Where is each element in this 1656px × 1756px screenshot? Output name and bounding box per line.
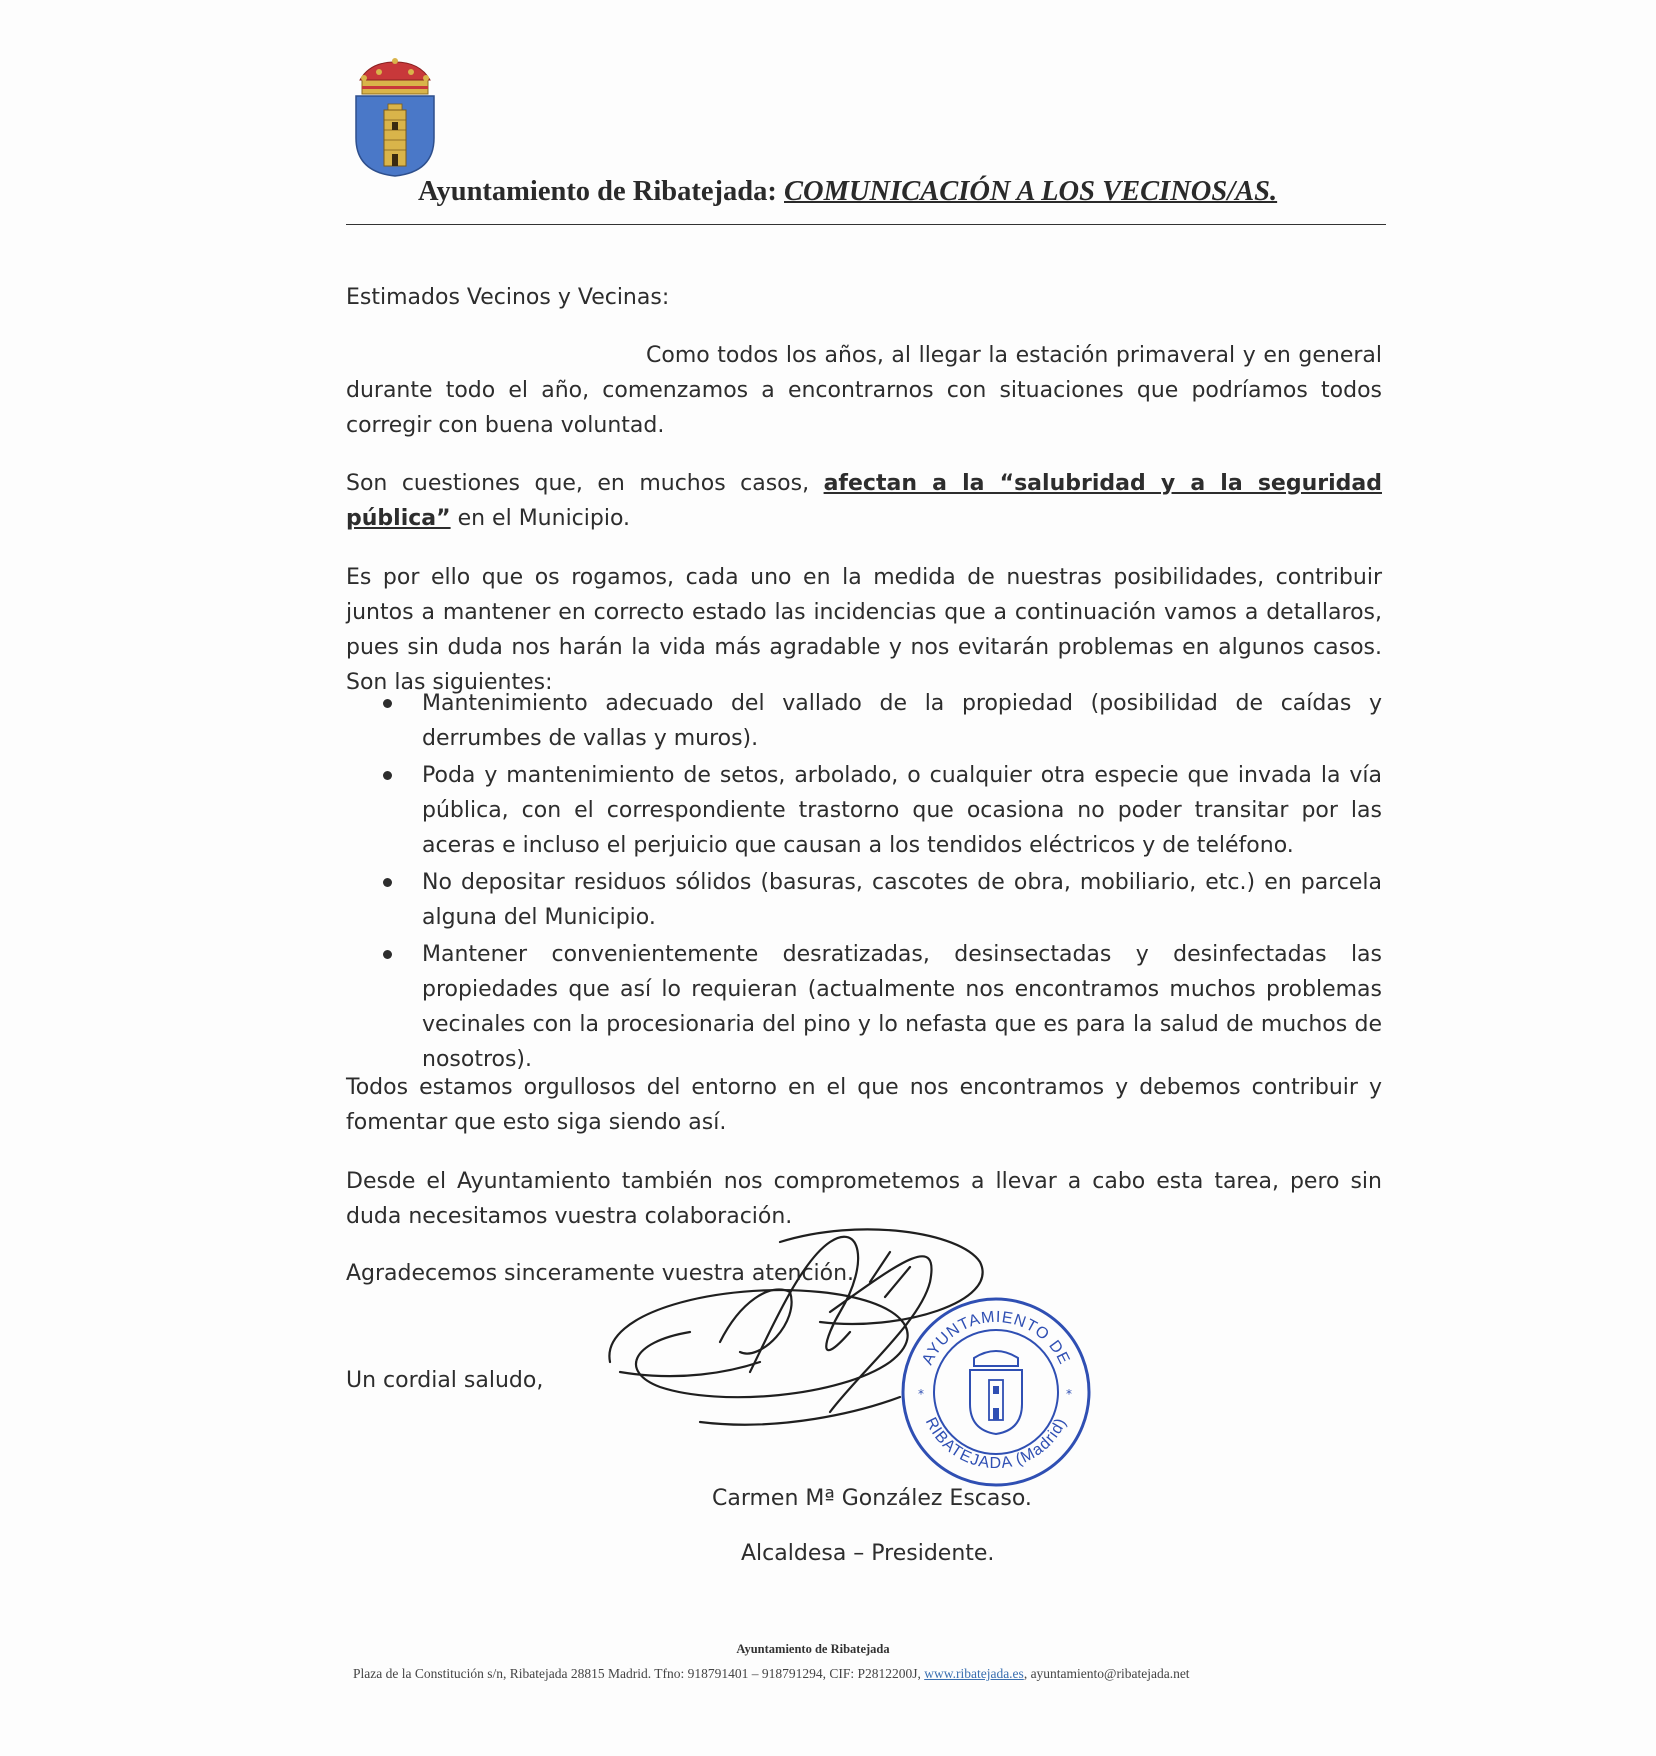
stamp-bottom-text: RIBATEJADA (Madrid): [921, 1414, 1071, 1473]
header-divider: [346, 224, 1386, 225]
bullet-icon: [383, 699, 392, 708]
closing-salutation: Un cordial saludo,: [346, 1368, 544, 1393]
municipal-crest-icon: [350, 58, 440, 178]
emphasis-text: afectan a la “salubridad y a la seguridad pública”: [346, 471, 1382, 531]
paragraph-text: en el Municipio.: [450, 506, 631, 531]
signer-name: Carmen Mª González Escaso.: [712, 1486, 1032, 1511]
title-subtitle: COMUNICACIÓN A LOS VECINOS/AS.: [784, 176, 1278, 207]
footer-email: , ayuntamiento@ribatejada.net: [1023, 1666, 1190, 1681]
list-item-text: No depositar residuos sólidos (basuras, cascotes de obra, mobiliario, etc.) en parcela alguna del Municipio.: [422, 870, 1382, 930]
paragraph-issues-summary: [346, 466, 1382, 536]
website-link[interactable]: www.ribatejada.es: [924, 1666, 1024, 1681]
official-stamp-icon: [898, 1294, 1094, 1490]
page-title: [418, 176, 1277, 208]
bullet-icon: [383, 950, 392, 959]
footer-organization: Ayuntamiento de Ribatejada: [736, 1642, 890, 1656]
footer-address: Plaza de la Constitución s/n, Ribatejada 28815 Madrid. Tfno: 918791401 – 918791294, CIF: P2812200J,: [353, 1666, 925, 1681]
list-item: [346, 686, 1382, 756]
svg-text:RIBATEJADA (Madrid): [922, 1415, 1070, 1472]
footer-contact: [353, 1666, 1190, 1682]
list-item-text: Poda y mantenimiento de setos, arbolado, o cualquier otra especie que invada la vía pública, con el correspondiente trastorno que ocasiona no poder transitar por las aceras e incluso el perjuicio que causan a los tendidos eléctricos y de teléfono.: [422, 763, 1382, 858]
list-item-text: Mantenimiento adecuado del vallado de la propiedad (posibilidad de caídas y derrumbes de vallas y muros).: [422, 691, 1382, 751]
letter-greeting: Estimados Vecinos y Vecinas:: [346, 285, 670, 310]
paragraph-thanks: Agradecemos sinceramente vuestra atención.: [346, 1261, 855, 1286]
bullet-icon: [383, 878, 392, 887]
title-text: Ayuntamiento de Ribatejada:: [418, 176, 785, 207]
paragraph-text: Son cuestiones que, en muchos casos,: [346, 471, 824, 496]
list-item: [346, 865, 1382, 935]
list-item: [346, 758, 1382, 863]
svg-text:*: *: [1066, 1387, 1072, 1401]
stamp-top-text: AYUNTAMIENTO DE: [919, 1308, 1073, 1368]
issues-list: [346, 686, 1382, 1079]
paragraph-request: Es por ello que os rogamos, cada uno en la medida de nuestras posibilidades, contribuir juntos a mantener en correcto estado las incidencias que a continuación vamos a detallaros, pues sin duda nos harán la vida más agradable y nos evitarán problemas en algunos casos. Son las siguientes:: [346, 565, 1382, 695]
bullet-icon: [383, 771, 392, 780]
signer-role: Alcaldesa – Presidente.: [741, 1541, 995, 1566]
paragraph-commitment: Desde el Ayuntamiento también nos comprometemos a llevar a cabo esta tarea, pero sin duda necesitamos vuestra colaboración.: [346, 1169, 1382, 1229]
list-item-text: Mantener convenientemente desratizadas, desinsectadas y desinfectadas las propiedades que así lo requieran (actualmente nos encontramos muchos problemas vecinales con la procesionaria del pino y lo nefasta que es para la salud de muchos de nosotros).: [422, 942, 1382, 1072]
paragraph-pride: Todos estamos orgullosos del entorno en el que nos encontramos y debemos contribuir y fomentar que esto siga siendo así.: [346, 1075, 1382, 1135]
paragraph-intro: Como todos los años, al llegar la estación primaveral y en general durante todo el año, comenzamos a encontrarnos con situaciones que podríamos todos corregir con buena voluntad.: [346, 343, 1382, 438]
svg-text:*: *: [918, 1387, 924, 1401]
list-item: [346, 937, 1382, 1077]
